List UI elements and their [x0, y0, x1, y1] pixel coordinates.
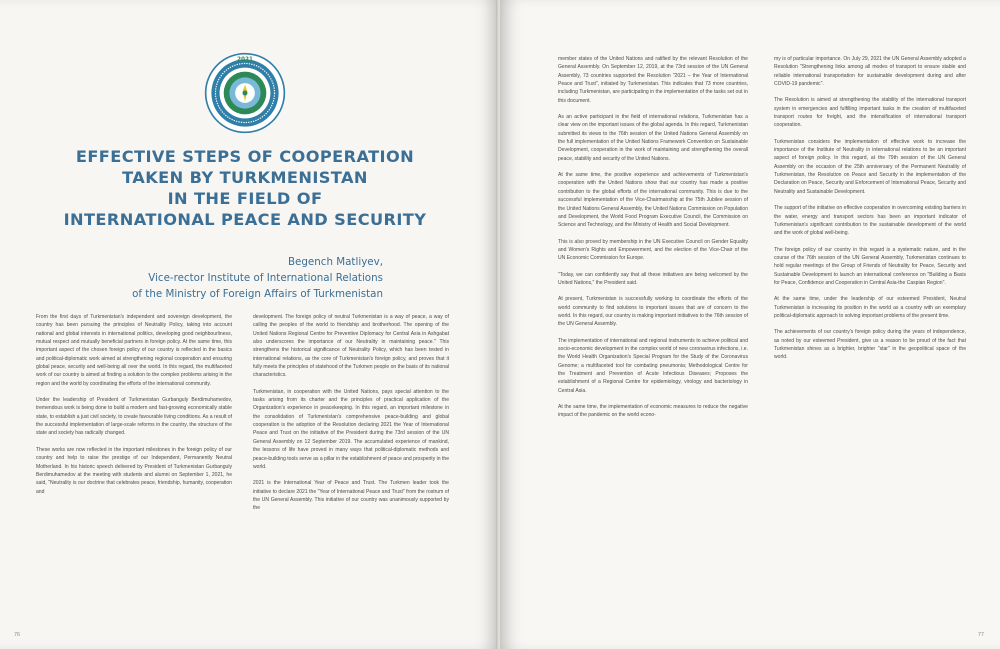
paragraph: The achievements of our country's foreign policy during the years of independence, as noted by our esteemed President, give us a reason to be proud of the fact that Turkmenistan shines as a brighter, brighter "star" in the geopolitical space of the world. — [774, 329, 966, 361]
author-role-line-1: Vice-rector Institute of International Relations — [148, 272, 383, 284]
paragraph: From the first days of Turkmenistan's independent and sovereign development, the country has been pursuing the principles of Neutrality Policy, taking into account national and global interests in international politics, developing good neighbourliness, mutual respect and mutually beneficial partners in foreign policy. At the same time, this important aspect of the chosen foreign policy of our country is reflected in the basics and political-diplomatic work aimed at strengthening regional cooperation and ensuring global peace, security and well-being all over the world. In this regard, the multifaceted work of our country is aimed at finding a solution to the complex problems arising in the region and the world by coordinating the efforts of the international community. — [36, 314, 232, 387]
body-column-right-2 — [774, 55, 966, 370]
title-line-2: TAKEN BY TURKMENISTAN — [122, 168, 368, 187]
left-page — [0, 0, 498, 649]
paragraph: The Resolution is aimed at strengthening the stability of the international transport system in emergencies and fulfilling important tasks in the creation of multifaceted transport routes for freight, and the intensification of international transport cooperation. — [774, 97, 966, 129]
article-title — [30, 146, 460, 230]
paragraph: 2021 is the International Year of Peace and Trust. The Turkmen leader took the initiative to declare 2021 the "Year of International Peace and Trust" from the rostrum of the UN General Assembly. This initiative of our country was unanimously supported by the — [253, 480, 449, 512]
page-number-left: 76 — [14, 632, 21, 638]
body-column-left-1 — [36, 313, 232, 504]
right-page — [500, 0, 1000, 649]
paragraph: Turkmenistan, in cooperation with the United Nations, pays special attention to the tasks arising from its charter and the principles of practical application of the Organization's experience in peacekeeping. In this regard, an important milestone in the consolidation of Turkmenistan's comprehensive peace-building and global cooperation is the adoption of the Resolution declaring 2021 the Year of International Peace and Trust on the initiative of the President during the 73rd session of the UN General Assembly on 12 September 2019. The accumulated experience of mankind, the lessons of life have proved in many ways that political-diplomatic methods and peace-building tools serve as a pillar in the establishment of peace and prosperity in the world. — [253, 388, 449, 470]
title-line-3: IN THE FIELD OF — [167, 189, 323, 208]
paragraph: At the same time, the positive experience and achievements of Turkmenistan's cooperation with the United Nations show that our country has made a positive contribution to the global efforts of the international community. This is due to the successful implementation of the Vice-Chairmanship at the 75th Jubilee session of the United Nations General Assembly, the United Nations Commission on Population and Development, the World Food Program Executive Council, the Commission on Science and Technology, and the Ministry of Health and Social Development. — [558, 172, 748, 229]
paragraph: At the same time, under the leadership of our esteemed President, Neutral Turkmenistan is increasing its position in the world as a country with an exemplary political-diplomatic approach to solving important problems of the present time. — [774, 296, 966, 319]
paragraph: The foreign policy of our country in this regard is a systematic nature, and in the course of the 76th session of the UN General Assembly, Turkmenistan continues to hold regular meetings of the Group of Friends of Neutrality for Peace, Security and Sustainable Development to launch an international conference on "Building a Basis for Peace, Confidence and Cooperation in Central Asia-the Caspian Region". — [774, 246, 966, 286]
paragraph: At present, Turkmenistan is successfully working to coordinate the efforts of the world community to find solutions to important issues that are of concern to the world. In this regard, our country is making important initiatives to the 76th session of the UN General Assembly. — [558, 296, 748, 328]
svg-text:2021: 2021 — [237, 57, 253, 64]
author-name: Begench Matliyev, — [287, 256, 383, 268]
paragraph: my is of particular importance. On July 29, 2021 the UN General Assembly adopted a Resolution "Strengthening links among all modes of transport to ensure stable and reliable international transportation for sustainable development during and after COVID-19 pandemic". — [774, 56, 966, 88]
paragraph: "Today, we can confidently say that all these initiatives are being welcomed by the United Nations," the President said. — [558, 271, 748, 286]
author-byline — [23, 254, 383, 302]
title-line-1: EFFECTIVE STEPS OF COOPERATION — [75, 147, 415, 166]
paragraph: The implementation of international and regional instruments to achieve political and socio-economic development in the complex world of new coronavirus infections, i.e. the World Health Organization's Special Program for the Study of the Coronavirus Genome; a multifaceted tool for combating pneumonia; Methodological Centre for the Treatment and Prevention of Acute Infectious Diseases; Proposes the establishment of a Regional Centre for epidemiology, virology and bacteriology in Central Asia. — [558, 337, 748, 394]
paragraph: The support of the initiative on effective cooperation in overcoming existing barriers in the water, energy and transport sectors has been an important indicator of Turkmenistan's significant contribution to the sustainable development of the world and the work of global well-being. — [774, 205, 966, 237]
paragraph: development. The foreign policy of neutral Turkmenistan is a way of peace, a way of calling the peoples of the world to friendship and brotherhood. The opening of the United Nations Regional Centre for Preventive Diplomacy for Central Asia in Ashgabat also underscores the importance of our Neutrality in maintaining peace." This strengthens the historical significance of Neutrality Policy, which has been tested in international relations, as the core of Turkmenistan's foreign policy, and proves that it fully meets the principles of statehood of the Turkmen people on the basis of its national characteristics. — [253, 314, 449, 379]
page-number-right: 77 — [977, 632, 984, 638]
paragraph: At the same time, the implementation of economic measures to reduce the negative impact of the pandemic on the world econo- — [558, 404, 748, 419]
title-line-4: INTERNATIONAL PEACE AND SECURITY — [63, 210, 427, 229]
paragraph: As an active participant in the field of international relations, Turkmenistan has a clear view on the important issues of the global agenda. In this regard, Turkmenistan submitted its views to the 76th session of the United Nations General Assembly on the full implementation of the United Nations Framework Convention on Sustainable Development, cooperation in the work of maintaining and strengthening the overall peace, stability and security of the United Nations. — [558, 114, 748, 162]
body-column-right-1 — [558, 55, 748, 428]
author-role-line-2: of the Ministry of Foreign Affairs of Turkmenistan — [132, 288, 383, 300]
paragraph: member states of the United Nations and ratified by the relevant Resolution of the General Assembly. On September 12, 2019, at the 73rd session of the UN General Assembly, 73 countries supported the Resolution "2021 – the Year of International Peace and Trust", initiated by Turkmenistan. This indicates that 73 more countries, including Turkmenistan, are participating in the implementation of the tasks set out in this document. — [558, 56, 748, 104]
neutrality-emblem-logo — [204, 52, 286, 134]
paragraph: This is also proved by membership in the UN Executive Council on Gender Equality and Women's Rights and Empowerment, and the election of the Vice-Chair of the UN Economic Commission for Europe. — [558, 238, 748, 262]
paragraph: These works are now reflected in the important milestones in the foreign policy of our country and help to raise the prestige of our Independent, Permanently Neutral Motherland. In his historic speech delivered by President of Turkmenistan Gurbanguly Berdimuhamedov at the meeting with students and alumni on September 1, 2021, he said, "Neutrality is our doctrine that celebrates peace, friendship, humanity, cooperation and — [36, 446, 232, 495]
paragraph: Turkmenistan considers the implementation of effective work to increase the importance of the Institute of Neutrality in international relations to be an important aspect of foreign policy. In this regard, at the 79th session of the UN General Assembly on the occasion of the 25th anniversary of the Permanent Neutrality of Turkmenistan, the Resolution on Peace and Security in the implementation of the Declaration on Peace, Security and Enforcement of International Peace, Security and Neutrality and Sustainable Development. — [774, 138, 966, 195]
paragraph: Under the leadership of President of Turkmenistan Gurbanguly Berdimuhamedov, tremendous work is being done to build a modern and fast-growing economically stable state, to establish a just civil society, to create favourable living conditions. As a result of the successful implementation of large-scale reforms in the country, the structure of the state and society has radically changed. — [36, 397, 232, 437]
body-column-left-2 — [253, 313, 449, 521]
